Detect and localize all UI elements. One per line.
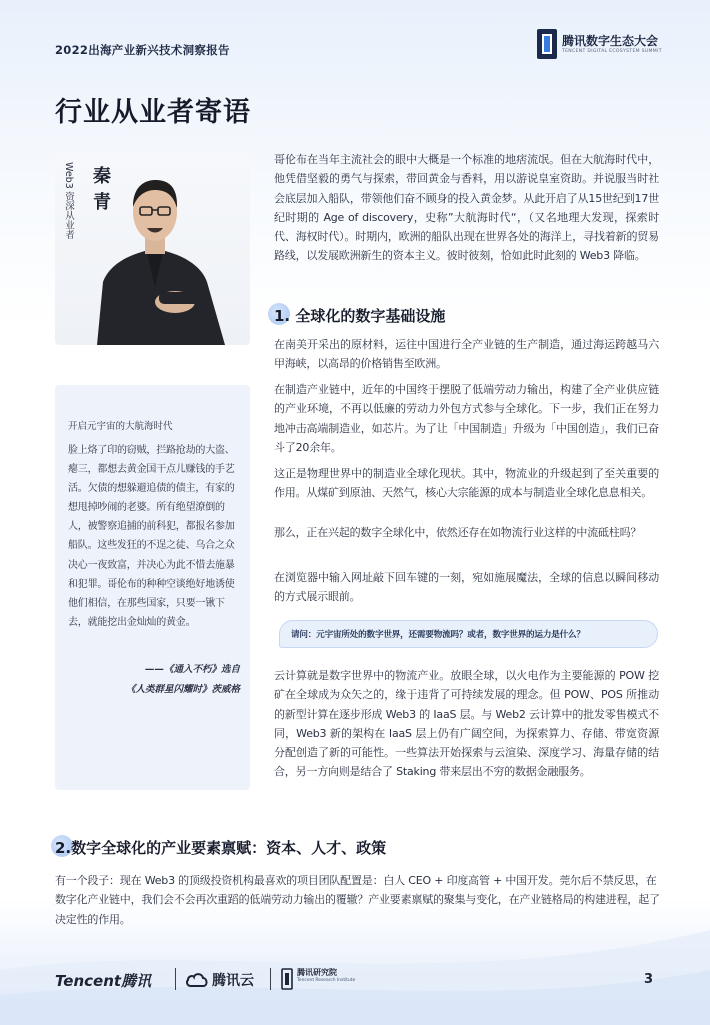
answer-paragraph: 云计算就是数字世界中的物流产业。放眼全球，以火电作为主要能源的 POW 挖矿在全球成为众矢之的，缘于违背了可持续发展的理念。但 POW、POS 所推动的新型计算在逐步形成 Web3 的 IaaS 层。与 Web2 云计算中的批发零售模式不同，Web3 新的架构在 IaaS 层上仍有广阔空间，为探索算力、存储、带宽资源分配创造了新的可能性。一些算法开始探索与云渲染、深度学习、海量存储的结合，另一方向则是结合了 Staking 带来层出不穷的数据金融服务。 <box>274 669 659 779</box>
page-number: 3 <box>644 972 654 987</box>
profile-role: Web3 资深从业者 <box>63 162 74 240</box>
summit-logo-cn: 腾讯数字生态大会 <box>562 34 659 48</box>
section-1-heading <box>274 305 445 326</box>
institute-name-cn: 腾讯研究院 <box>297 968 337 977</box>
section-2-heading-text: 2.数字全球化的产业要素禀赋：资本、人才、政策 <box>55 839 387 857</box>
section-1-heading-text: 1. 全球化的数字基础设施 <box>274 307 446 325</box>
page-title: 行业从业者寄语 <box>55 97 251 128</box>
section-1-paragraph: 这正是物理世界中的制造业全球化现状。其中，物流业的升级起到了至关重要的作用。从煤矿到原油、天然气，核心大宗能源的成本与制造业全球化息息相关。 <box>274 467 659 500</box>
report-title: 2022出海产业新兴技术洞察报告 <box>55 43 230 57</box>
footer-logos <box>55 966 475 992</box>
summit-logo-en: TENCENT DIGITAL ECOSYSTEM SUMMIT <box>562 49 662 54</box>
quote-title: 开启元宇宙的大航海时代 <box>68 421 173 432</box>
section-1-paragraph: 那么，正在兴起的数字全球化中，依然还存在如物流行业这样的中流砥柱吗？ <box>274 526 642 539</box>
tencent-logo: Tencent腾讯 <box>55 972 152 990</box>
logo-divider <box>175 968 176 990</box>
profile-name-char-2: 青 <box>93 192 111 213</box>
section-1-paragraph: 在南美开采出的原材料，运往中国进行全产业链的生产制造，通过海运跨越马六甲海峡，以高昂的价格销售至欧洲。 <box>274 338 659 371</box>
summit-logo <box>536 28 666 62</box>
quote-body: 脸上烙了印的窃贼，拦路抢劫的大盗、瘪三，都想去黄金国干点儿赚钱的手艺活。欠债的想躲避追债的债主，有家的想甩掉吵闹的老婆。所有绝望潦倒的人，被警察追捕的前科犯，都报名参加船队。这些发狂的不逞之徒、乌合之众决心一夜致富，并决心为此不惜去施暴和犯罪。哥伦布的种种空谈绝好地诱使他们相信，在那些国家，只要一锹下去，就能挖出金灿灿的黄金。 <box>68 445 235 628</box>
section-1-paragraph: 在浏览器中输入网址敲下回车键的一刻，宛如施展魔法，全球的信息以瞬间移动的方式展示眼前。 <box>274 571 659 604</box>
section-2-heading <box>55 837 386 858</box>
cloud-icon <box>185 970 209 988</box>
quote-source-book: 《人类群星闪耀时》茨威格 <box>125 684 240 695</box>
institute-name-en: Tencent Research Institute <box>297 978 356 983</box>
institute-logo-icon <box>281 968 293 990</box>
tencent-cloud-name: 腾讯云 <box>212 973 254 989</box>
intro-paragraph: 哥伦布在当年主流社会的眼中大概是一个标准的地痞流氓。但在大航海时代中，他凭借坚毅的勇气与探索，带回黄金与香料，用以游说皇室资助。并说服当时社会底层加入船队，带领他们奋不顾身的投入黄金梦。从此开启了从15世纪到17世纪时期的 Age of discovery，史称”大航海时代“，（又名地理大发现，探索时代、海权时代）。时期内，欧洲的船队出现在世界各处的海洋上，寻找着新的贸易路线，以发展欧洲新生的资本主义。彼时彼刻，恰如此时此刻的 Web3 降临。 <box>274 153 659 263</box>
summit-logo-icon <box>536 28 558 60</box>
logo-divider <box>270 968 271 990</box>
section-1-paragraph: 在制造产业链中，近年的中国终于摆脱了低端劳动力输出，构建了全产业供应链的产业环境，不再以低廉的劳动力外包方式参与全球化。下一步，我们正在努力地冲击高端制造业，如芯片。为了让「中国制造」升级为「中国创造」，我们已奋斗了20余年。 <box>274 383 659 454</box>
quote-source: ——《通入不朽》选自 <box>144 664 240 675</box>
question-text: 请问：元宇宙所处的数字世界，还需要物流吗？或者，数字世界的运力是什么？ <box>291 630 585 640</box>
section-2-paragraph: 有一个段子：现在 Web3 的顶级投资机构最喜欢的项目团队配置是：白人 CEO + 印度高管 + 中国开发。莞尔后不禁反思，在数字化产业链中，我们会不会再次重蹈的低端劳动力输出的覆辙？产业要素禀赋的聚集与变化，在产业链格局的构建进程，起了决定性的作用。 <box>55 874 660 926</box>
profile-name-char-1: 秦 <box>93 166 111 187</box>
